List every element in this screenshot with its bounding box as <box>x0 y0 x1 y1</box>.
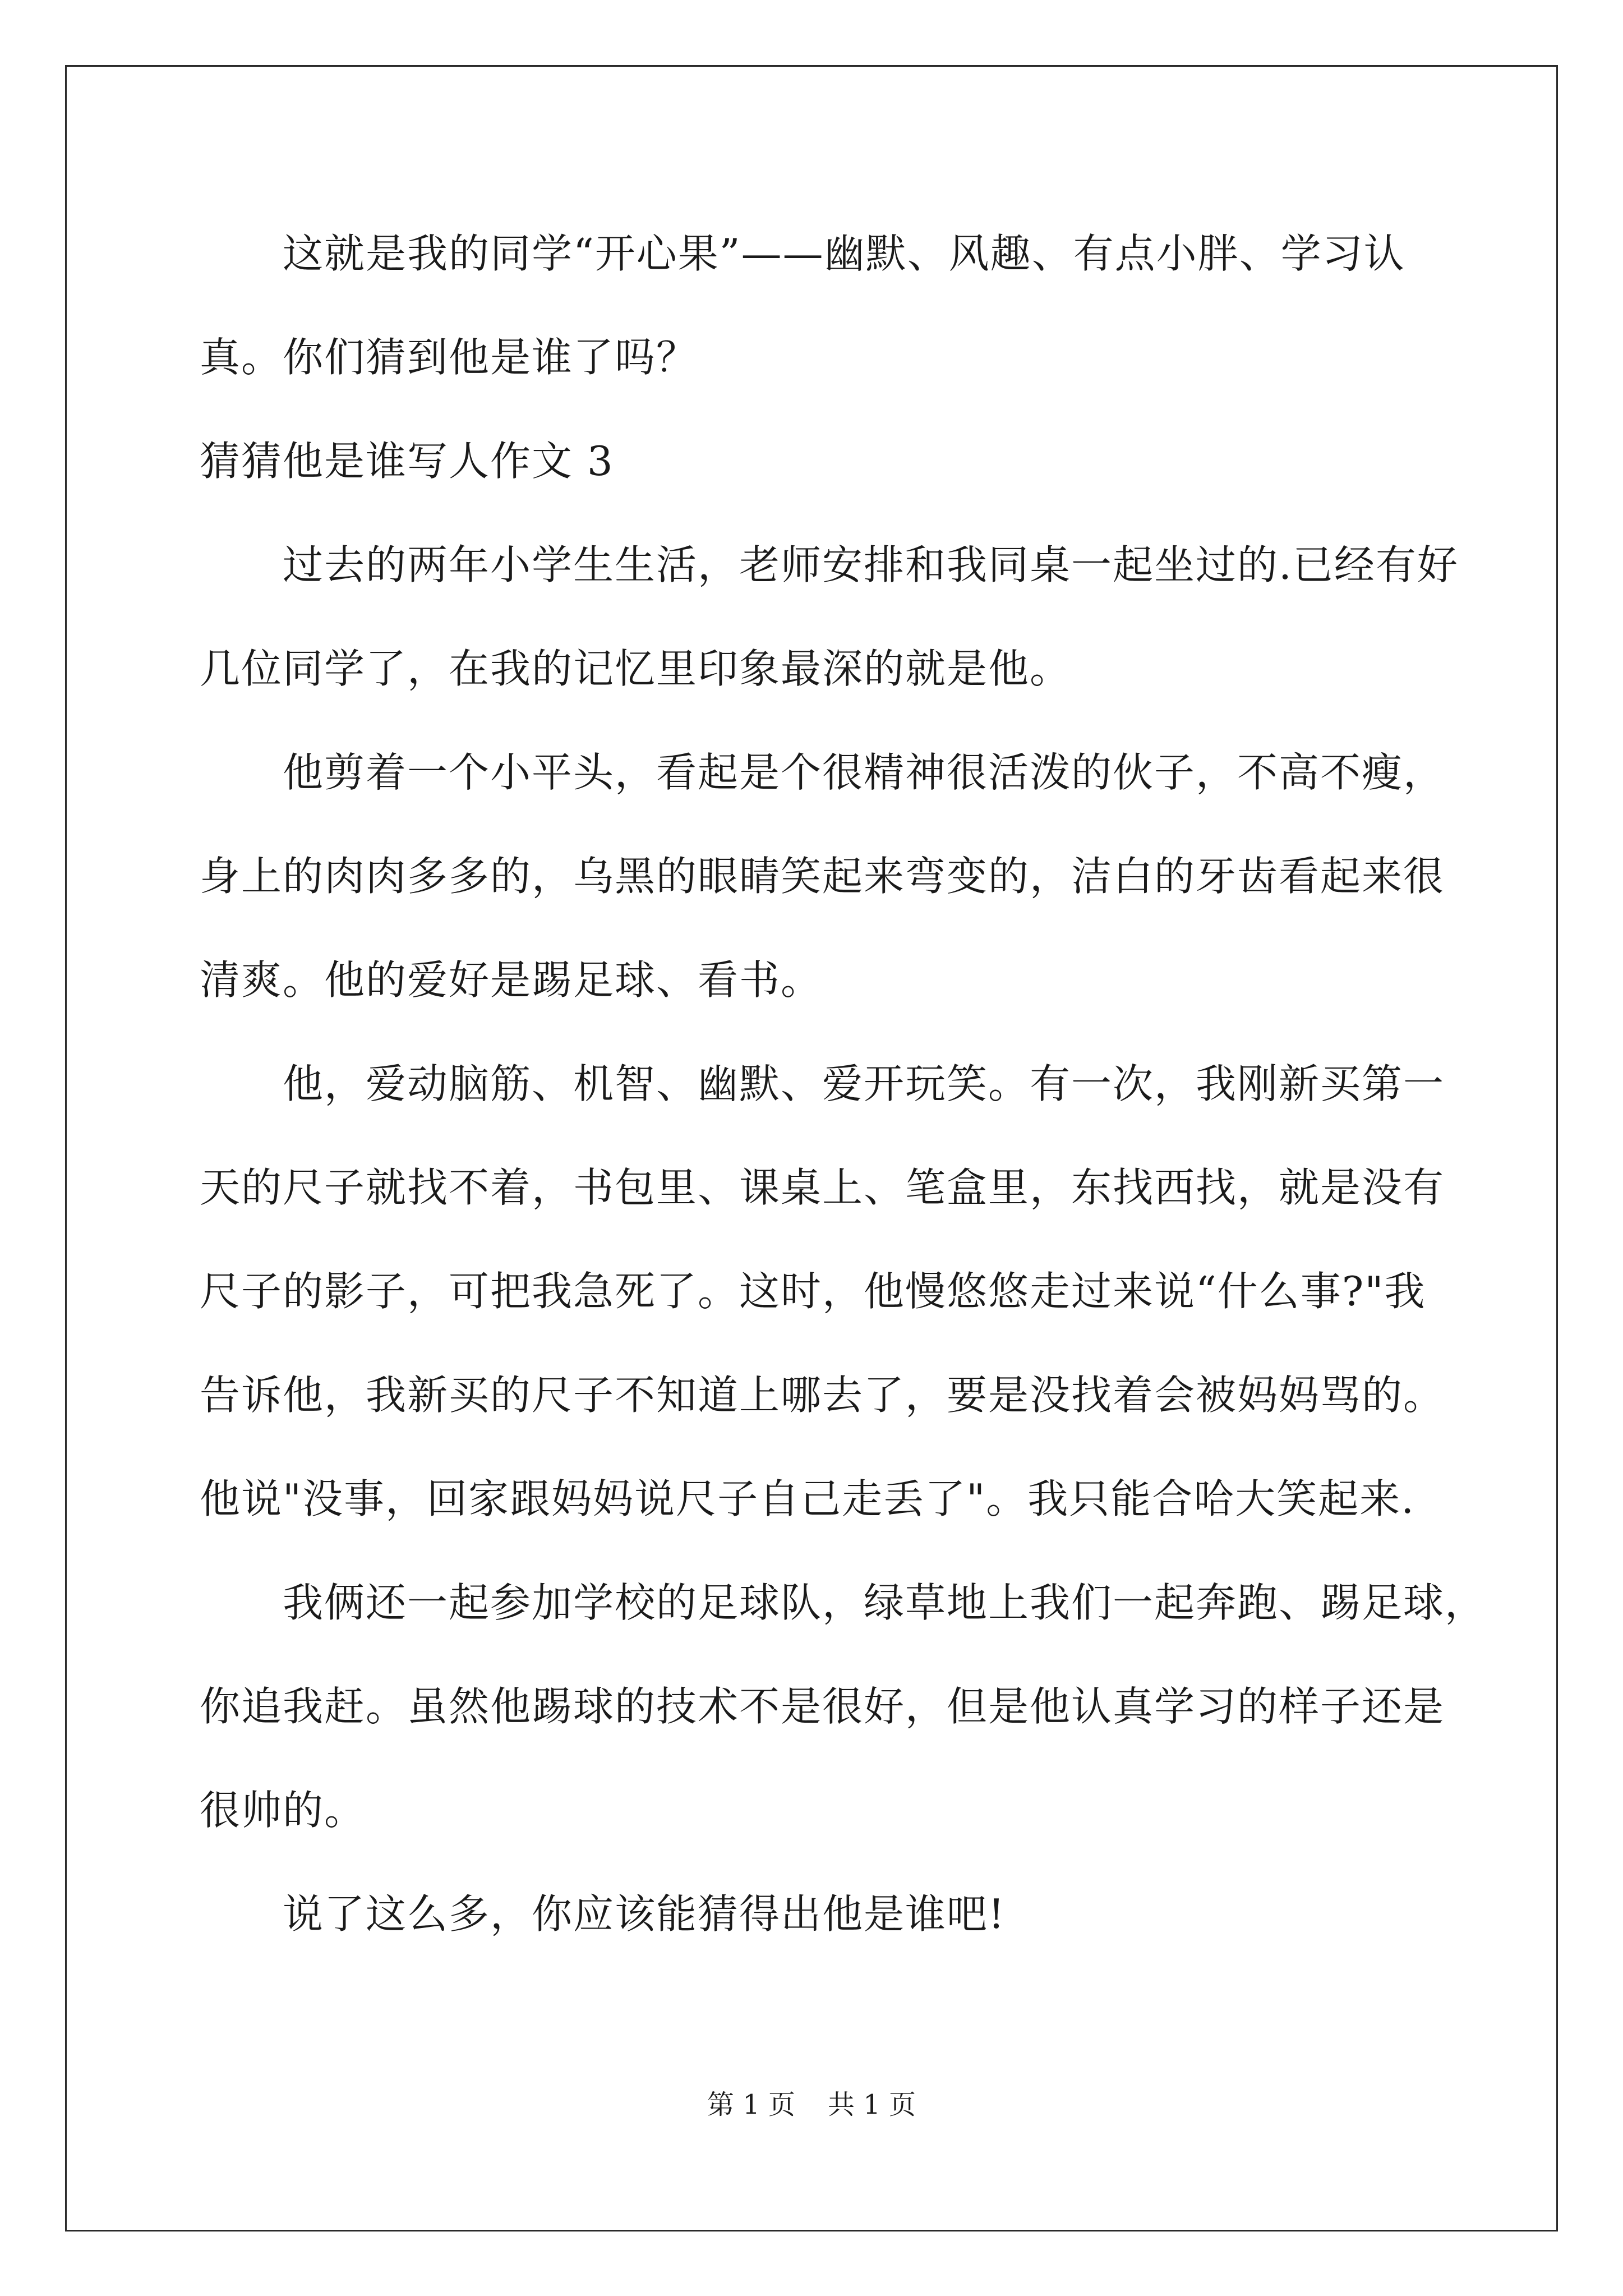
text-line: 我俩还一起参加学校的足球队，绿草地上我们一起奔跑、踢足球， <box>283 1579 1487 1626</box>
text-line: 很帅的。 <box>200 1787 366 1834</box>
text-line: 他，爱动脑筋、机智、幽默、爱开玩笑。有一次，我刚新买第一 <box>283 1060 1445 1107</box>
text-line: 天的尺子就找不着，书包里、课桌上、笔盒里，东找西找，就是没有 <box>200 1164 1445 1211</box>
text-line: 过去的两年小学生生活，老师安排和我同桌一起坐过的.已经有好 <box>283 541 1459 588</box>
page-footer <box>0 2088 1623 2122</box>
section-heading: 猜猜他是谁写人作文 3 <box>200 438 614 485</box>
document-body <box>200 202 1487 1966</box>
text-line: 身上的肉肉多多的，乌黑的眼睛笑起来弯变的，洁白的牙齿看起来很 <box>200 853 1445 900</box>
text-line: 清爽。他的爱好是踢足球、看书。 <box>200 956 823 1004</box>
text-line: 真。你们猜到他是谁了吗？ <box>200 334 698 381</box>
text-line: 他说"没事，回家跟妈妈说尺子自己走丢了"。我只能合哈大笑起来. <box>200 1475 1415 1522</box>
text-line: 这就是我的同学“开心果”——幽默、风趣、有点小胖、学习认 <box>283 230 1405 277</box>
text-line: 你追我赶。虽然他踢球的技术不是很好，但是他认真学习的样子还是 <box>200 1683 1445 1730</box>
text-line: 他剪着一个小平头，看起是个很精神很活泼的伙子，不高不瘦， <box>283 749 1445 796</box>
page-number: 第 1 页 <box>707 2089 795 2120</box>
page-total: 共 1 页 <box>828 2089 916 2120</box>
text-line: 说了这么多，你应该能猜得出他是谁吧! <box>283 1890 1006 1938</box>
text-line: 告诉他，我新买的尺子不知道上哪去了，要是没找着会被妈妈骂的。 <box>200 1372 1445 1419</box>
text-line: 尺子的影子，可把我急死了。这时，他慢悠悠走过来说“什么事?"我 <box>200 1268 1426 1315</box>
text-line: 几位同学了，在我的记忆里印象最深的就是他。 <box>200 645 1072 692</box>
